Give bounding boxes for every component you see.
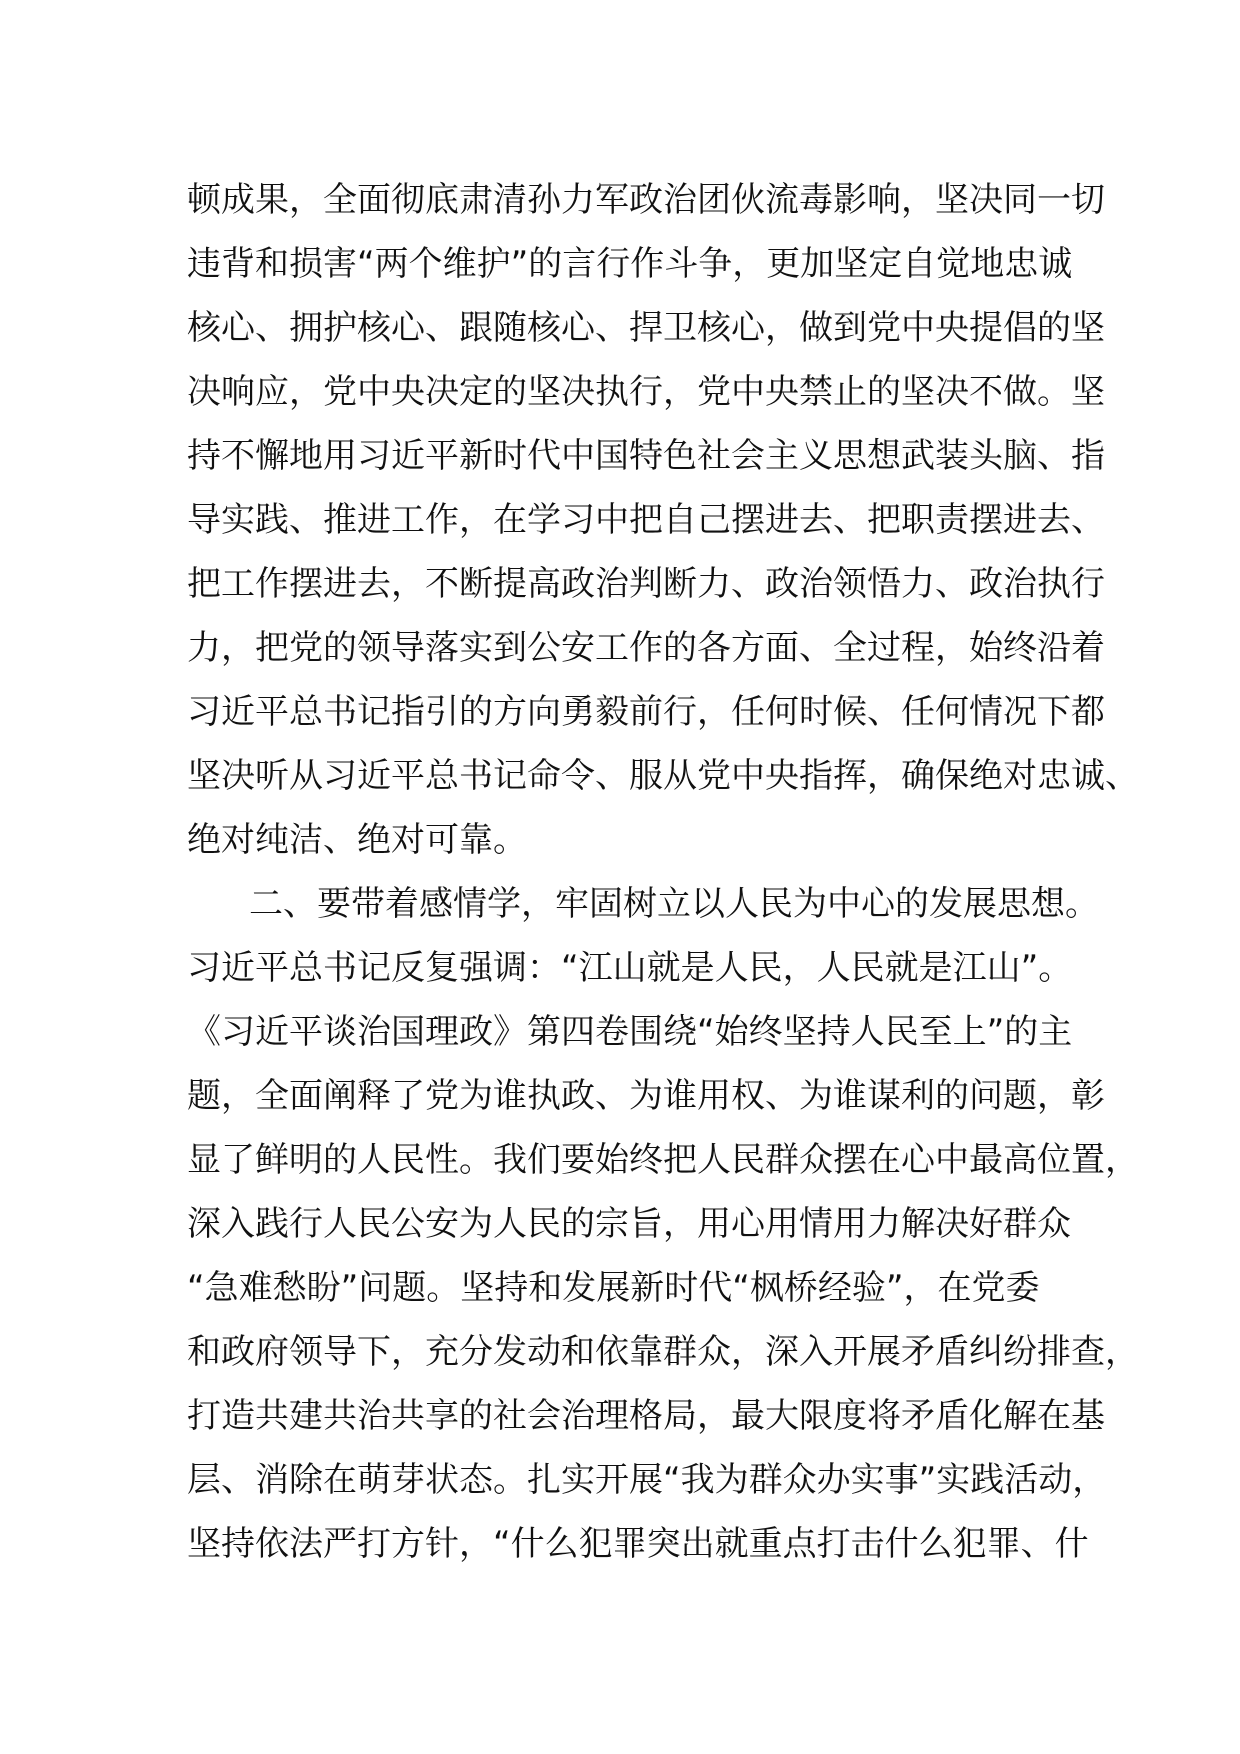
text-line: 打造共建共治共享的社会治理格局，最大限度将矛盾化解在基	[187, 1396, 1105, 1436]
text-line: 顿成果，全面彻底肃清孙力军政治团伙流毒影响，坚决同一切	[187, 180, 1105, 220]
text-line: “急难愁盼”问题。坚持和发展新时代“枫桥经验”，在党委	[187, 1268, 1040, 1308]
text-line: 《习近平谈治国理政》第四卷围绕“始终坚持人民至上”的主	[187, 1012, 1073, 1052]
text-line: 核心、拥护核心、跟随核心、捍卫核心，做到党中央提倡的坚	[187, 308, 1105, 348]
text-line: 持不懈地用习近平新时代中国特色社会主义思想武装头脑、指	[187, 436, 1105, 476]
text-line: 层、消除在萌芽状态。扎实开展“我为群众办实事”实践活动，	[187, 1460, 1107, 1500]
text-line: 习近平总书记指引的方向勇毅前行，任何时候、任何情况下都	[187, 692, 1105, 732]
text-line: 显了鲜明的人民性。我们要始终把人民群众摆在心中最高位置，	[187, 1140, 1139, 1180]
text-line: 导实践、推进工作，在学习中把自己摆进去、把职责摆进去、	[187, 500, 1105, 540]
text-line: 习近平总书记反复强调：“江山就是人民，人民就是江山”。	[187, 948, 1073, 988]
text-line: 坚持依法严打方针，“什么犯罪突出就重点打击什么犯罪、什	[187, 1524, 1089, 1564]
body-text	[187, 168, 1139, 1576]
text-line: 违背和损害“两个维护”的言行作斗争，更加坚定自觉地忠诚	[187, 244, 1073, 284]
text-line: 力，把党的领导落实到公安工作的各方面、全过程，始终沿着	[187, 628, 1105, 668]
text-line: 题，全面阐释了党为谁执政、为谁用权、为谁谋利的问题，彰	[187, 1076, 1105, 1116]
text-line: 绝对纯洁、绝对可靠。	[187, 820, 527, 860]
text-line: 决响应，党中央决定的坚决执行，党中央禁止的坚决不做。坚	[187, 372, 1105, 412]
section-heading-line: 二、要带着感情学，牢固树立以人民为中心的发展思想。	[249, 884, 1099, 924]
text-line: 把工作摆进去，不断提高政治判断力、政治领悟力、政治执行	[187, 564, 1105, 604]
text-line: 坚决听从习近平总书记命令、服从党中央指挥，确保绝对忠诚、	[187, 756, 1139, 796]
text-line: 深入践行人民公安为人民的宗旨，用心用情用力解决好群众	[187, 1204, 1071, 1244]
text-line: 和政府领导下，充分发动和依靠群众，深入开展矛盾纠纷排查，	[187, 1332, 1139, 1372]
